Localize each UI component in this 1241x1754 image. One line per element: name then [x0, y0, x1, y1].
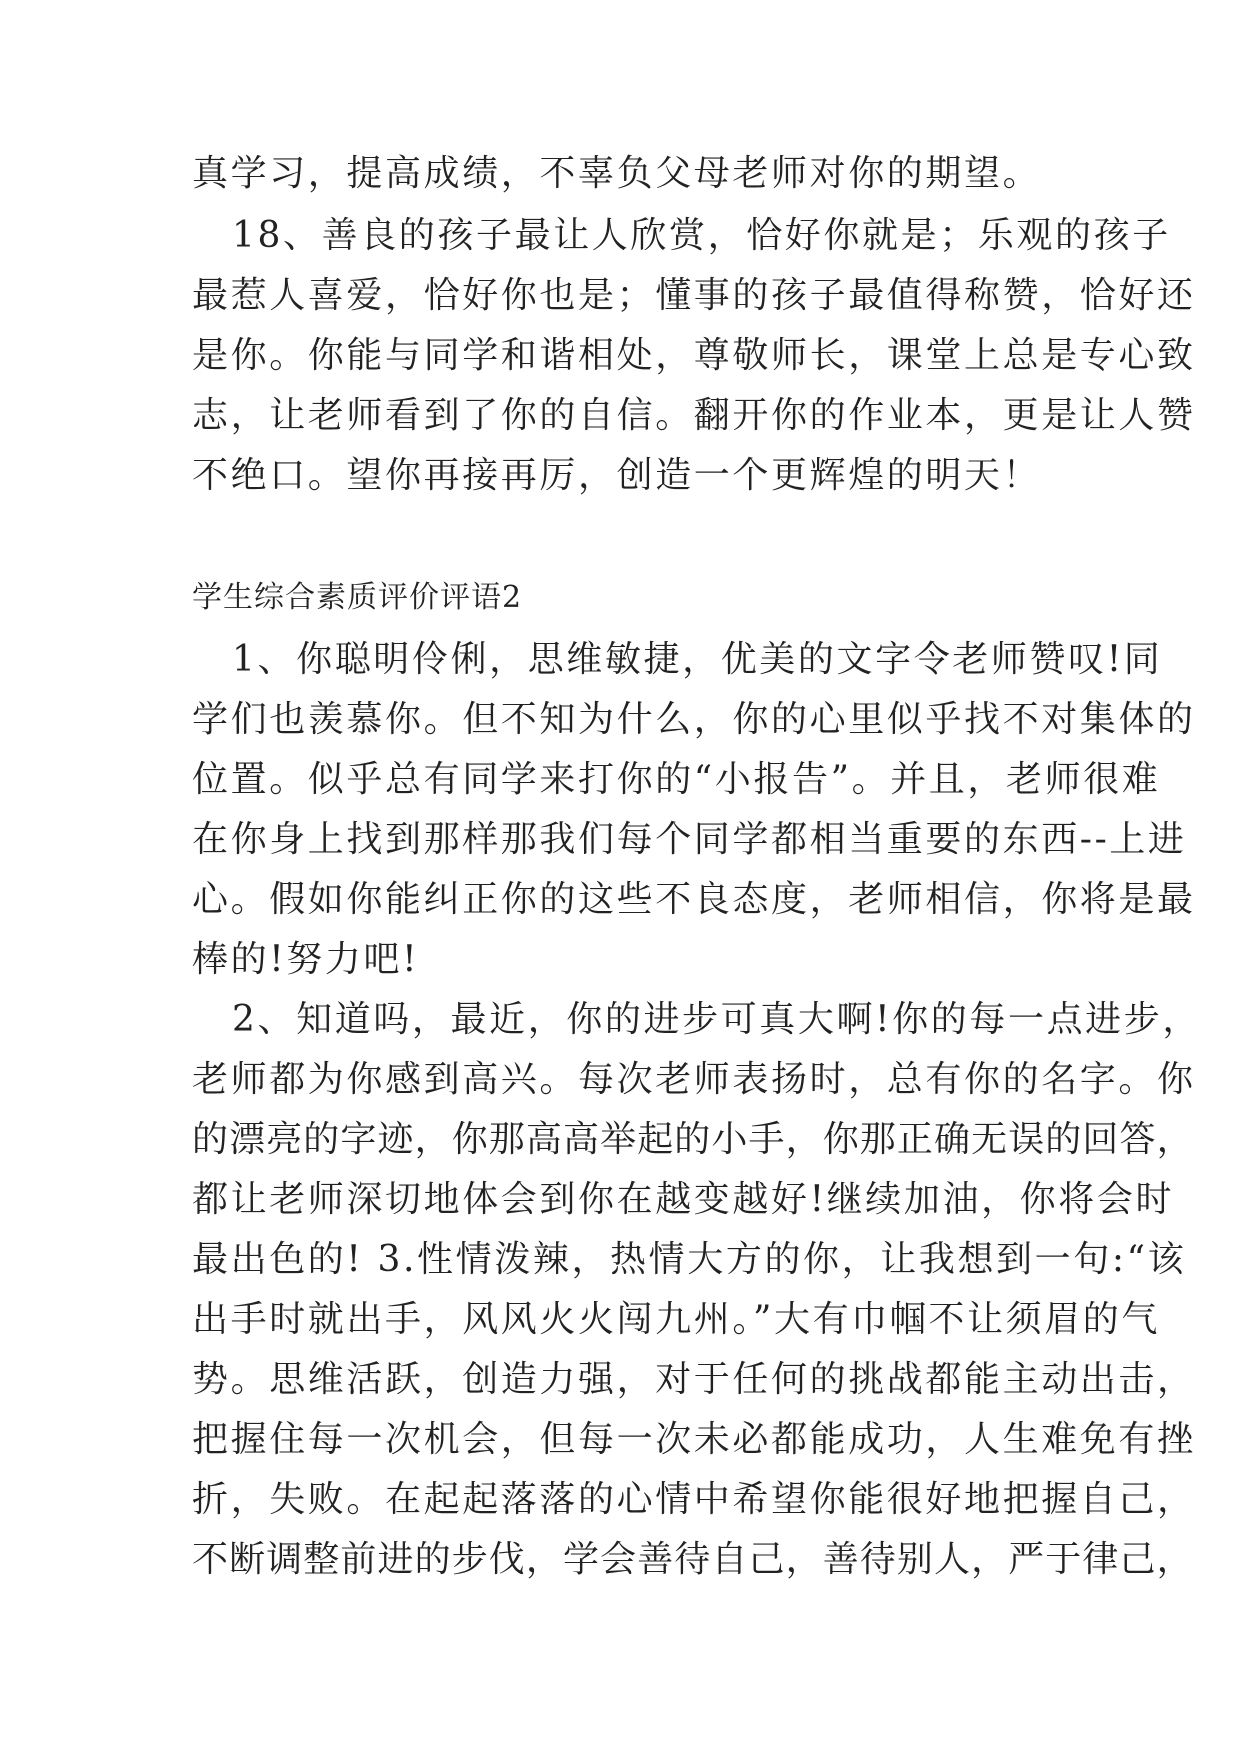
text-line: 最出色的! 3.性情泼辣，热情大方的你，让我想到一句:“该: [192, 1239, 1187, 1280]
text-line: 在你身上找到那样那我们每个同学都相当重要的东西--上进: [192, 819, 1187, 860]
text-line: 18、善良的孩子最让人欣赏，恰好你就是；乐观的孩子: [232, 215, 1171, 256]
text-line: 真学习，提高成绩，不辜负父母老师对你的期望。: [192, 153, 1042, 194]
text-line: 1、你聪明伶俐，思维敏捷，优美的文字令老师赞叹!同: [232, 639, 1163, 680]
text-line: 心。假如你能纠正你的这些不良态度，老师相信，你将是最: [192, 879, 1196, 920]
text-line: 的漂亮的字迹，你那高高举起的小手，你那正确无误的回答，: [192, 1119, 1194, 1160]
text-line: 是你。你能与同学和谐相处，尊敬师长，课堂上总是专心致: [192, 335, 1196, 376]
text-line: 老师都为你感到高兴。每次老师表扬时，总有你的名字。你: [192, 1059, 1196, 1100]
text-line: 棒的!努力吧!: [192, 939, 420, 980]
text-line: 不绝口。望你再接再厉，创造一个更辉煌的明天！: [192, 455, 1042, 496]
text-line: 把握住每一次机会，但每一次未必都能成功，人生难免有挫: [192, 1419, 1196, 1460]
text-line: 出手时就出手，风风火火闯九州。”大有巾帼不让须眉的气: [192, 1299, 1161, 1340]
text-line: 都让老师深切地体会到你在越变越好!继续加油，你将会时: [192, 1179, 1175, 1220]
text-line: 最惹人喜爱，恰好你也是；懂事的孩子最值得称赞，恰好还: [192, 275, 1196, 316]
section-heading: 学生综合素质评价评语2: [192, 580, 523, 615]
text-line: 不断调整前进的步伐，学会善待自己，善待别人，严于律己，: [192, 1539, 1194, 1580]
text-line: 势。思维活跃，创造力强，对于任何的挑战都能主动出击，: [192, 1359, 1196, 1400]
text-line: 志，让老师看到了你的自信。翻开你的作业本，更是让人赞: [192, 395, 1196, 436]
text-line: 2、知道吗，最近，你的进步可真大啊!你的每一点进步，: [232, 999, 1201, 1040]
text-line: 折，失败。在起起落落的心情中希望你能很好地把握自己，: [192, 1479, 1196, 1520]
text-line: 学们也羡慕你。但不知为什么，你的心里似乎找不对集体的: [192, 699, 1196, 740]
text-line: 位置。似乎总有同学来打你的“小报告”。并且，老师很难: [192, 759, 1161, 800]
